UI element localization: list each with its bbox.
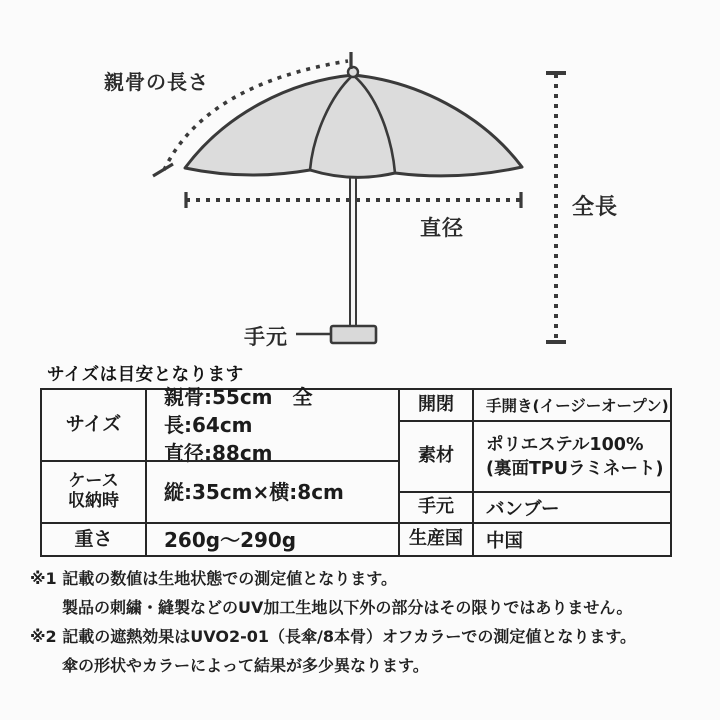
handle-label: 手元 (244, 325, 288, 349)
total-length-label: 全長 (572, 195, 619, 220)
row-value-open-close: 手開き(イージーオープン) (486, 397, 669, 415)
table-row-material (400, 420, 670, 491)
table-row-open-close (400, 390, 670, 420)
table-row-weight (42, 522, 398, 555)
row-label-size: サイズ (42, 390, 147, 460)
row-label-weight: 重さ (42, 524, 147, 555)
footnote-2: ※2 記載の遮熱効果はUVO2-01（長傘/8本骨）オフカラーでの測定値となります。 (30, 627, 637, 646)
rib-length-tick-bottom (153, 164, 173, 176)
footnote-2-continued: 傘の形状やカラーによって結果が多少異なります。 (62, 656, 429, 675)
row-label-case-size: ケース 収納時 (42, 462, 147, 522)
row-value-material: ポリエステル100% (裏面TPUラミネート) (486, 434, 664, 479)
row-label-handle: 手元 (400, 493, 474, 522)
footnotes (30, 564, 708, 680)
spec-table (40, 385, 672, 557)
row-label-material: 素材 (400, 422, 474, 491)
table-row-country (400, 522, 670, 555)
row-value-case-size: 縦:35cm×横:8cm (164, 480, 344, 504)
table-row-case-size (42, 460, 398, 522)
umbrella-canopy (185, 75, 522, 177)
table-row-handle (400, 491, 670, 522)
row-label-country: 生産国 (400, 524, 474, 555)
size-note-heading: サイズは目安となります (47, 365, 244, 385)
spec-table-left (42, 385, 398, 555)
rib-length-label: 親骨の長さ (104, 70, 209, 94)
row-value-handle: バンブー (486, 498, 560, 520)
row-label-open-close: 開閉 (400, 390, 474, 420)
row-value-weight: 260g～290g (164, 527, 297, 552)
umbrella-handle (331, 326, 376, 343)
table-row-size (42, 385, 398, 465)
diameter-label: 直径 (420, 216, 464, 240)
spec-table-right (398, 390, 670, 555)
footnote-1-continued: 製品の刺繍・縫製などのUV加工生地以下外の部分はその限りではありません。 (62, 598, 633, 617)
footnote-1: ※1 記載の数値は生地状態での測定値となります。 (30, 569, 397, 588)
row-value-size: 親骨:55cm 全長:64cm 直径:88cm (164, 385, 313, 465)
row-value-country: 中国 (486, 530, 524, 552)
